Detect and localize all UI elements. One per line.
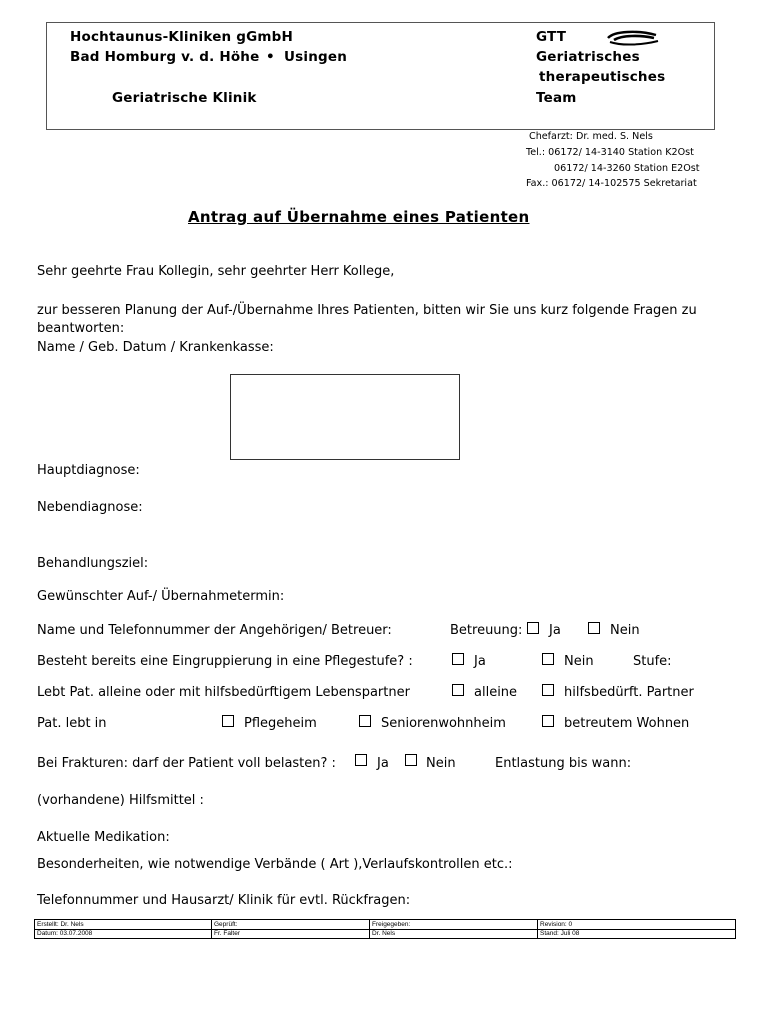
fax-number: Fax.: 06172/ 14-102575 Sekretariat — [526, 178, 697, 189]
table-divider — [537, 920, 538, 938]
gp-contact-label: Telefonnummer und Hausarzt/ Klinik für evtl. Rückfragen: — [37, 893, 411, 908]
guardianship-label: Betreuung: — [450, 623, 523, 638]
partner-needs-help-label: hilfsbedürft. Partner — [564, 685, 694, 700]
assisted-living-label: betreutem Wohnen — [564, 716, 690, 731]
revision-cell: Revision: 0 — [540, 921, 573, 928]
lives-alone-label: alleine — [474, 685, 518, 700]
senior-residence-label: Seniorenwohnheim — [381, 716, 506, 731]
intro-line-2: beantworten: — [37, 321, 125, 336]
org-location-right: Usingen — [284, 49, 348, 65]
admission-date-label: Gewünschter Auf-/ Übernahmetermin: — [37, 589, 285, 604]
table-divider — [211, 920, 212, 938]
guardianship-yes-label: Ja — [549, 623, 561, 638]
partner-needs-help-checkbox[interactable] — [542, 684, 554, 696]
checker-name-cell: Fr. Falter — [214, 930, 241, 937]
fracture-yes-checkbox[interactable] — [355, 754, 367, 766]
residence-label: Pat. lebt in — [37, 716, 107, 731]
document-control-table — [34, 919, 736, 939]
name-birthdate-insurance-label: Name / Geb. Datum / Krankenkasse: — [37, 340, 274, 355]
living-situation-question: Lebt Pat. alleine oder mit hilfsbedürftigem Lebenspartner — [37, 685, 410, 700]
treatment-goal-label: Behandlungsziel: — [37, 556, 149, 571]
current-medication-label: Aktuelle Medikation: — [37, 830, 170, 845]
care-level-stage-label: Stufe: — [633, 654, 672, 669]
team-abbrev: GTT — [536, 29, 567, 45]
salutation: Sehr geehrte Frau Kollegin, sehr geehrter Herr Kollege, — [37, 264, 395, 279]
relief-until-label: Entlastung bis wann: — [495, 756, 632, 771]
approved-by-cell: Freigegeben: — [372, 921, 411, 928]
patient-label-field[interactable] — [230, 374, 460, 460]
intro-line-1: zur besseren Planung der Auf-/Übernahme Ihres Patienten, bitten wir Sie uns kurz folgende Fragen zu — [37, 303, 697, 318]
guardianship-yes-checkbox[interactable] — [527, 622, 539, 634]
main-diagnosis-label: Hauptdiagnose: — [37, 463, 140, 478]
care-level-yes-label: Ja — [474, 654, 486, 669]
date-cell: Datum: 03.07.2008 — [37, 930, 93, 937]
care-level-yes-checkbox[interactable] — [452, 653, 464, 665]
document-title: Antrag auf Übernahme eines Patienten — [188, 208, 530, 226]
org-location-left: Bad Homburg v. d. Höhe — [70, 49, 260, 65]
org-name: Hochtaunus-Kliniken gGmbH — [70, 29, 294, 45]
nursing-home-label: Pflegeheim — [244, 716, 317, 731]
care-level-no-label: Nein — [564, 654, 594, 669]
guardianship-no-label: Nein — [610, 623, 640, 638]
guardianship-no-checkbox[interactable] — [588, 622, 600, 634]
fracture-weight-bearing-question: Bei Frakturen: darf der Patient voll belasten? : — [37, 756, 336, 771]
aids-label: (vorhandene) Hilfsmittel : — [37, 793, 204, 808]
created-by-cell: Erstellt: Dr. Nels — [37, 921, 84, 928]
care-level-question: Besteht bereits eine Eingruppierung in eine Pflegestufe? : — [37, 654, 413, 669]
special-notes-label: Besonderheiten, wie notwendige Verbände ( Art ),Verlaufskontrollen etc.: — [37, 857, 513, 872]
chief-physician: Chefarzt: Dr. med. S. Nels — [529, 131, 653, 142]
team-line-2: therapeutisches — [539, 69, 666, 85]
status-cell: Stand: Juli 08 — [540, 930, 580, 937]
lives-alone-checkbox[interactable] — [452, 684, 464, 696]
department-name: Geriatrische Klinik — [112, 90, 257, 106]
secondary-diagnosis-label: Nebendiagnose: — [37, 500, 143, 515]
table-row — [35, 929, 735, 938]
gtt-logo-icon — [604, 29, 660, 47]
approver-name-cell: Dr. Nels — [372, 930, 396, 937]
telephone-1: Tel.: 06172/ 14-3140 Station K2Ost — [526, 147, 694, 158]
checked-by-cell: Geprüft: — [214, 921, 238, 928]
nursing-home-checkbox[interactable] — [222, 715, 234, 727]
fracture-no-checkbox[interactable] — [405, 754, 417, 766]
table-divider — [369, 920, 370, 938]
team-line-3: Team — [536, 90, 577, 106]
relatives-label: Name und Telefonnummer der Angehörigen/ Betreuer: — [37, 623, 392, 638]
team-line-1: Geriatrisches — [536, 49, 640, 65]
fracture-yes-label: Ja — [377, 756, 389, 771]
org-location-separator: • — [266, 49, 275, 65]
fracture-no-label: Nein — [426, 756, 456, 771]
care-level-no-checkbox[interactable] — [542, 653, 554, 665]
assisted-living-checkbox[interactable] — [542, 715, 554, 727]
telephone-2: 06172/ 14-3260 Station E2Ost — [554, 163, 700, 174]
senior-residence-checkbox[interactable] — [359, 715, 371, 727]
